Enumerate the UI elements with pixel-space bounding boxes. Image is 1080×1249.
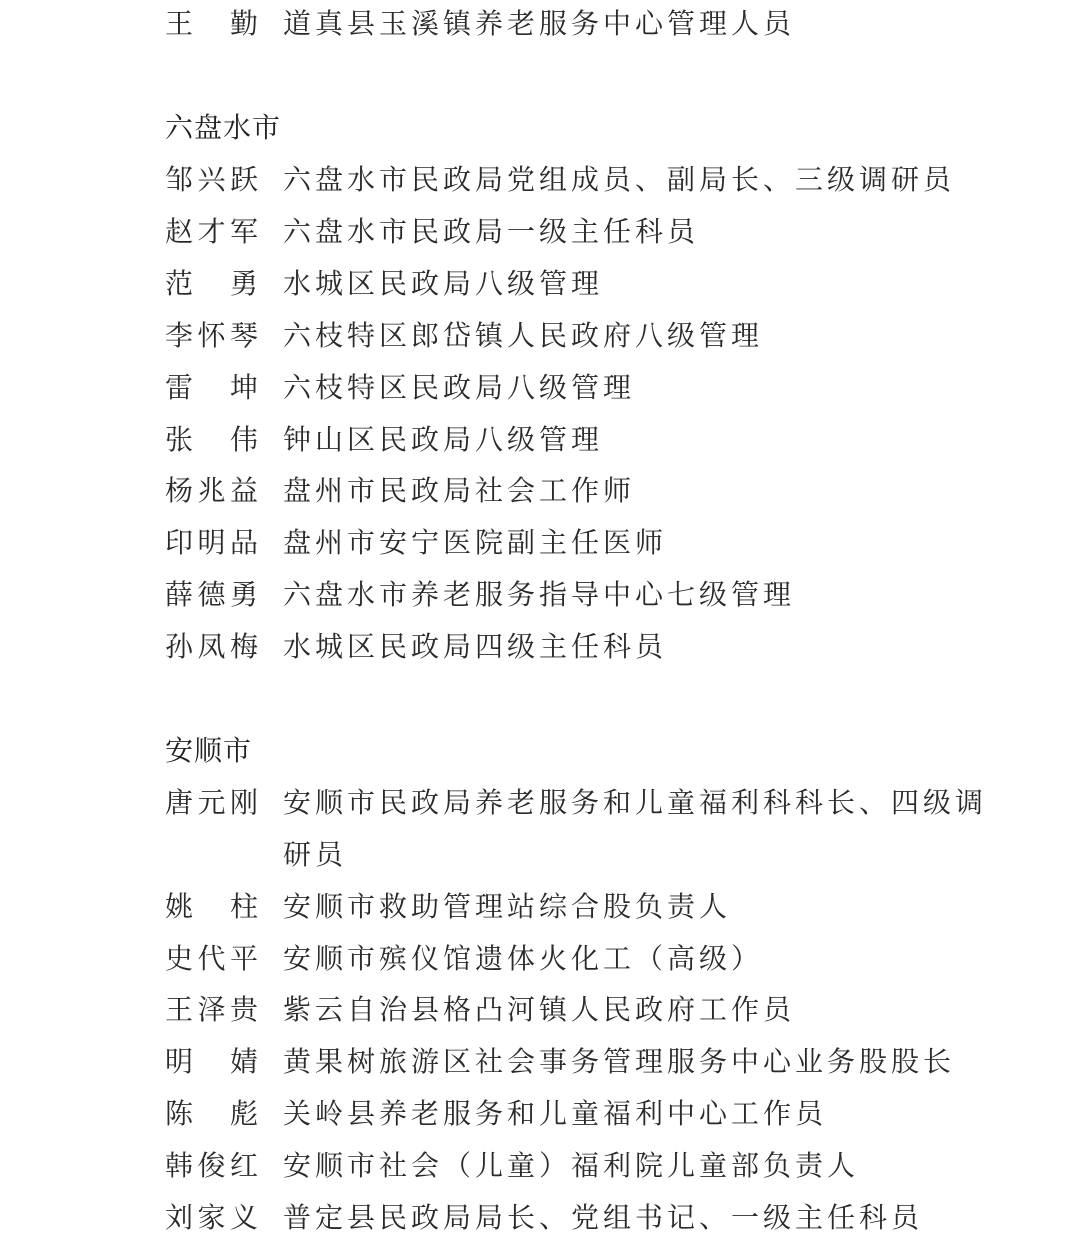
person-title: 安顺市救助管理站综合股负责人 — [283, 890, 732, 923]
list-item — [0, 212, 1080, 252]
person-title: 黄果树旅游区社会事务管理服务中心业务股股长 — [283, 1045, 956, 1078]
person-title: 普定县民政局局长、党组书记、一级主任科员 — [283, 1201, 924, 1234]
person-title: 六盘水市民政局一级主任科员 — [283, 215, 700, 248]
person-title: 六盘水市民政局党组成员、副局长、三级调研员 — [283, 163, 956, 196]
person-name: 唐 元 刚 — [165, 786, 260, 819]
person-name: 印 明 品 — [165, 526, 260, 559]
person-title: 关岭县养老服务和儿童福利中心工作员 — [283, 1097, 828, 1130]
person-title: 道真县玉溪镇养老服务中心管理人员 — [283, 7, 796, 40]
person-title: 水城区民政局八级管理 — [283, 267, 604, 300]
person-title: 盘州市民政局社会工作师 — [283, 474, 636, 507]
person-name: 赵 才 军 — [165, 215, 260, 248]
person-title: 安顺市社会（儿童）福利院儿童部负责人 — [283, 1149, 860, 1182]
list-item — [0, 160, 1080, 200]
list-item — [0, 627, 1080, 667]
list-item — [0, 939, 1080, 979]
person-name: 明 婧 — [165, 1045, 260, 1078]
person-title: 安顺市民政局养老服务和儿童福利科科长、四级调 — [283, 786, 988, 819]
person-name: 史 代 平 — [165, 942, 260, 975]
person-title: 盘州市安宁医院副主任医师 — [283, 526, 668, 559]
list-item — [0, 316, 1080, 356]
list-item — [0, 1094, 1080, 1134]
section-heading-liupanshui: 六盘水市 — [165, 111, 282, 144]
person-title: 安顺市殡仪馆遗体火化工（高级） — [283, 942, 764, 975]
person-name: 张 伟 — [165, 423, 260, 456]
person-name: 杨 兆 益 — [165, 474, 260, 507]
list-item — [0, 990, 1080, 1030]
list-item-continuation — [0, 835, 1080, 875]
person-title-continuation: 研员 — [283, 838, 348, 871]
list-item — [0, 1042, 1080, 1082]
person-name: 刘 家 义 — [165, 1201, 260, 1234]
list-item — [0, 575, 1080, 615]
person-name: 陈 彪 — [165, 1097, 260, 1130]
person-title: 钟山区民政局八级管理 — [283, 423, 604, 456]
person-name: 孙 凤 梅 — [165, 630, 260, 663]
list-item — [0, 368, 1080, 408]
list-item — [0, 887, 1080, 927]
list-item — [0, 420, 1080, 460]
section-heading-anshun: 安顺市 — [165, 734, 253, 767]
person-name: 邹 兴 跃 — [165, 163, 260, 196]
list-item — [0, 783, 1080, 823]
list-item — [0, 523, 1080, 563]
person-name: 雷 坤 — [165, 371, 260, 404]
person-name: 范 勇 — [165, 267, 260, 300]
person-name: 薛 德 勇 — [165, 578, 260, 611]
list-item — [0, 471, 1080, 511]
person-title: 六枝特区郎岱镇人民政府八级管理 — [283, 319, 764, 352]
person-title: 紫云自治县格凸河镇人民政府工作员 — [283, 993, 796, 1026]
person-title: 六枝特区民政局八级管理 — [283, 371, 636, 404]
list-item — [0, 1198, 1080, 1238]
person-name: 韩 俊 红 — [165, 1149, 260, 1182]
list-item — [0, 264, 1080, 304]
list-item — [0, 1146, 1080, 1186]
person-name: 李 怀 琴 — [165, 319, 260, 352]
person-title: 水城区民政局四级主任科员 — [283, 630, 668, 663]
person-name: 姚 柱 — [165, 890, 260, 923]
person-name: 王 泽 贵 — [165, 993, 260, 1026]
person-name: 王 勤 — [165, 7, 260, 40]
list-item — [0, 4, 1080, 44]
person-title: 六盘水市养老服务指导中心七级管理 — [283, 578, 796, 611]
